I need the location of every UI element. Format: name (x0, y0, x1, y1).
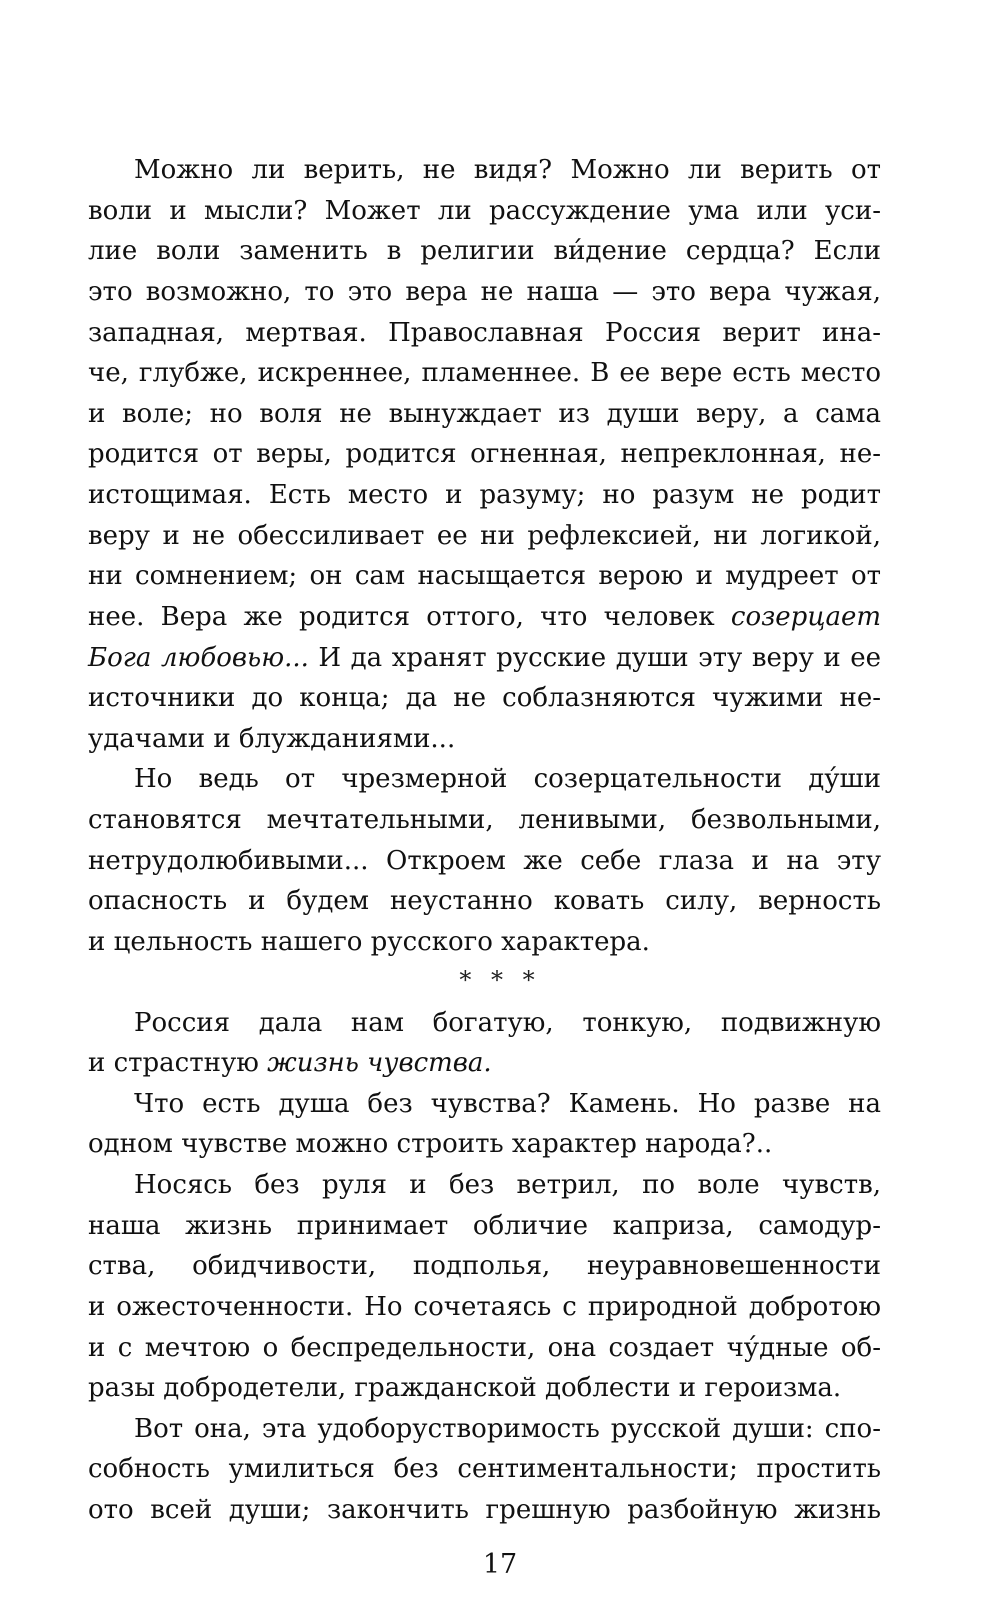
text-line: собность умилиться без сентиментальности; простить (88, 1454, 881, 1484)
text-line: и цельность нашего русского характера. (88, 927, 650, 957)
text-line: веру и не обессиливает ее ни рефлексией, ни логикой, (88, 521, 881, 551)
text-line: одном чувстве можно строить характер народа?.. (88, 1129, 773, 1159)
text-line: это возможно, то это вера не наша — это вера чужая, (88, 277, 881, 307)
text-line (88, 597, 881, 637)
text-line (88, 1043, 881, 1083)
text-line: Что есть душа без чувства? Камень. Но разве на (134, 1089, 881, 1119)
text-run: нее. Вера же родится оттого, что человек (88, 602, 715, 632)
text-line (88, 638, 881, 678)
italic-emphasis: созерцает (730, 602, 881, 632)
text-line: родится от веры, родится огненная, непреклонная, не- (88, 439, 881, 469)
text-line: и воле; но воля не вынуждает из души веру, а сама (88, 399, 881, 429)
italic-emphasis: Бога любовью... (88, 643, 309, 673)
text-line: че, глубже, искреннее, пламеннее. В ее вере есть место (88, 358, 881, 388)
text-line: воли и мысли? Может ли рассуждение ума или уси- (88, 196, 881, 226)
text-line: истощимая. Есть место и разуму; но разум не родит (88, 480, 881, 510)
text-line: Вот она, эта удоборустворимость русской души: спо- (134, 1414, 881, 1444)
text-line: источники до конца; да не соблазняются чужими не- (88, 683, 881, 713)
text-line: Но ведь от чрезмерной созерцательности ду́ши (134, 764, 881, 794)
text-line: ото всей души; закончить грешную разбойную жизнь (88, 1495, 881, 1525)
text-line: лие воли заменить в религии ви́дение сердца? Если (88, 236, 881, 266)
text-line: разы добродетели, гражданской доблести и героизма. (88, 1373, 842, 1403)
text-line: Россия дала нам богатую, тонкую, подвижную (134, 1008, 881, 1038)
section-separator: * * * (459, 966, 541, 994)
text-line: ства, обидчивости, подполья, неуравновешенности (88, 1251, 881, 1281)
text-run: И да хранят русские души эту веру и ее (308, 643, 882, 673)
text-line: и ожесточенности. Но сочетаясь с природной добротою (88, 1292, 881, 1322)
text-line: опасность и будем неустанно ковать силу, верность (88, 886, 881, 916)
text-line: удачами и блужданиями... (88, 724, 456, 754)
text-line: и с мечтою о беспредельности, она создает чу́дные об- (88, 1333, 881, 1363)
text-run: и страстную (88, 1048, 268, 1078)
text-line: ни сомнением; он сам насыщается верою и мудреет от (88, 561, 881, 591)
page-number: 17 (482, 1549, 518, 1580)
text-line: Можно ли верить, не видя? Можно ли верить от (134, 155, 881, 185)
text-line: становятся мечтательными, ленивыми, безвольными, (88, 805, 881, 835)
text-line: наша жизнь принимает обличие каприза, самодур- (88, 1211, 881, 1241)
text-line: западная, мертвая. Православная Россия верит ина- (88, 318, 881, 348)
text-line: нетрудолюбивыми... Откроем же себе глаза и на эту (88, 846, 881, 876)
italic-emphasis: жизнь чувства. (267, 1048, 492, 1078)
text-line: Носясь без руля и без ветрил, по воле чувств, (134, 1170, 881, 1200)
